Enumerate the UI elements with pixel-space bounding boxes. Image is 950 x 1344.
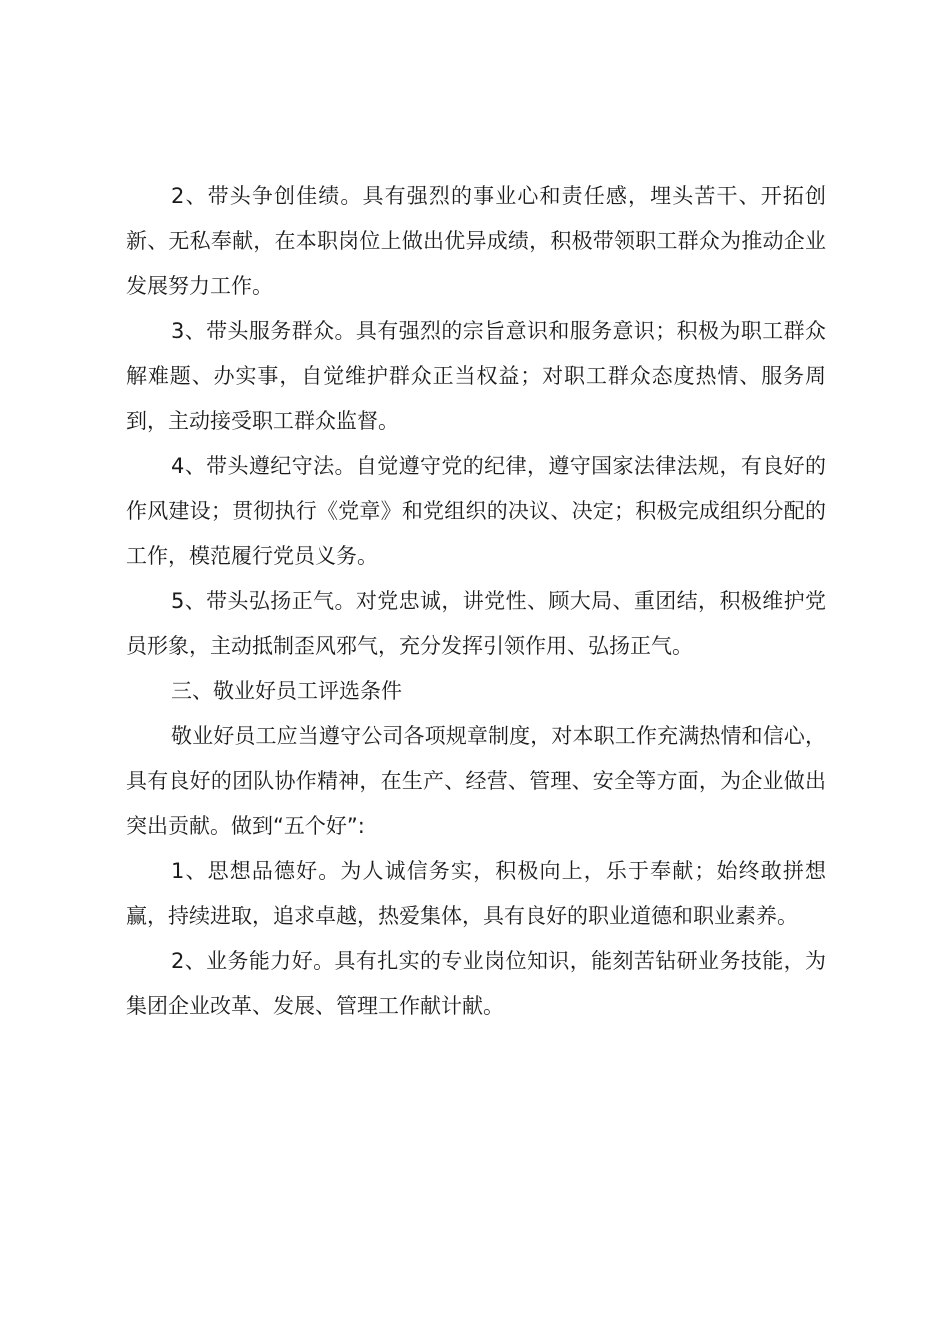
section-intro-paragraph: 敬业好员工应当遵守公司各项规章制度，对本职工作充满热情和信心，具有良好的团队协作精神，在生产、经营、管理、安全等方面，为企业做出突出贡献。做到“五个好”: [126,724,826,838]
paragraph-item-2: 2、带头争创佳绩。具有强烈的事业心和责任感，埋头苦干、开拓创新、无私奉献，在本职岗位上做出优异成绩，积极带领职工群众为推动企业发展努力工作。 [126,184,826,298]
criteria-item-1: 1、思想品德好。为人诚信务实，积极向上，乐于奉献；始终敢拼想赢，持续进取，追求卓越，热爱集体，具有良好的职业道德和职业素养。 [126,859,826,928]
paragraph-item-4: 4、带头遵纪守法。自觉遵守党的纪律，遵守国家法律法规，有良好的作风建设；贯彻执行《党章》和党组织的决议、决定；积极完成组织分配的工作，模范履行党员义务。 [126,454,826,568]
section-heading: 三、敬业好员工评选条件 [171,679,402,703]
criteria-item-2: 2、业务能力好。具有扎实的专业岗位知识，能刻苦钻研业务技能，为集团企业改革、发展、管理工作献计献。 [126,949,826,1018]
paragraph-item-3: 3、带头服务群众。具有强烈的宗旨意识和服务意识；积极为职工群众解难题、办实事，自觉维护群众正当权益；对职工群众态度热情、服务周到，主动接受职工群众监督。 [126,319,826,433]
document-body [126,174,826,1029]
paragraph-item-5: 5、带头弘扬正气。对党忠诚，讲党性、顾大局、重团结，积极维护党员形象，主动抵制歪风邪气，充分发挥引领作用、弘扬正气。 [126,589,826,658]
